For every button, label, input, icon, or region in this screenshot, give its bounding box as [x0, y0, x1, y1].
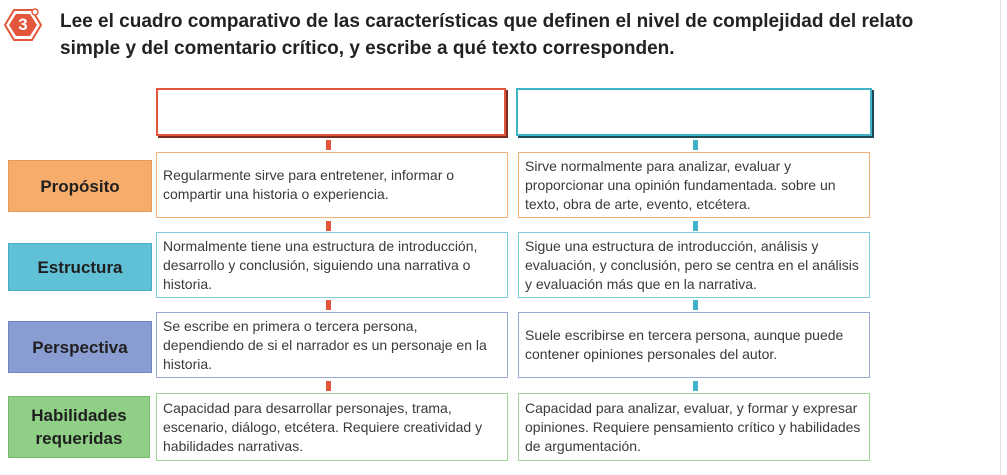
right-connector	[693, 381, 698, 391]
table-cell-left: Regularmente sirve para entretener, informar o compartir una historia o experiencia.	[156, 152, 508, 218]
right-connector	[693, 221, 698, 231]
row-label-perspectiva: Perspectiva	[8, 321, 152, 373]
left-text-type-answer-box[interactable]	[156, 88, 506, 136]
row-label-habilidades-requeridas: Habilidades requeridas	[8, 396, 150, 458]
table-cell-right: Capacidad para analizar, evaluar, y formar y expresar opiniones. Requiere pensamiento crítico y habilidades de argumentación.	[518, 393, 870, 461]
row-label-proposito: Propósito	[8, 160, 152, 212]
left-connector	[326, 300, 331, 310]
left-connector	[326, 221, 331, 231]
instruction-text: Lee el cuadro comparativo de las características que definen el nivel de complejidad del relato simple y del comentario crítico, y escribe a qué texto corresponden.	[60, 11, 914, 59]
left-connector	[326, 381, 331, 391]
row-label-estructura: Estructura	[8, 243, 152, 291]
right-text-type-answer-box[interactable]	[516, 88, 872, 136]
activity-number: 3	[18, 15, 28, 34]
table-cell-right: Sirve normalmente para analizar, evaluar y proporcionar una opinión fundamentada. sobre un texto, obra de arte, evento, etcétera.	[518, 152, 870, 218]
table-cell-left: Normalmente tiene una estructura de introducción, desarrollo y conclusión, siguiendo una narrativa o historia.	[156, 232, 508, 298]
table-cell-left: Se escribe en primera o tercera persona, dependiendo de si el narrador es un personaje en la historia.	[156, 312, 508, 378]
table-cell-right: Sigue una estructura de introducción, análisis y evaluación, y conclusión, pero se centra en el análisis y evaluación más que en la narrativa.	[518, 232, 870, 298]
right-connector	[693, 140, 698, 150]
table-cell-left: Capacidad para desarrollar personajes, trama, escenario, diálogo, etcétera. Requiere creatividad y habilidades narrativas.	[156, 393, 508, 461]
right-connector	[693, 300, 698, 310]
page-edge-divider	[1000, 0, 1001, 475]
activity-number-badge	[4, 8, 42, 42]
table-cell-right: Suele escribirse en tercera persona, aunque puede contener opiniones personales del autor.	[518, 312, 870, 378]
left-connector	[326, 140, 331, 150]
